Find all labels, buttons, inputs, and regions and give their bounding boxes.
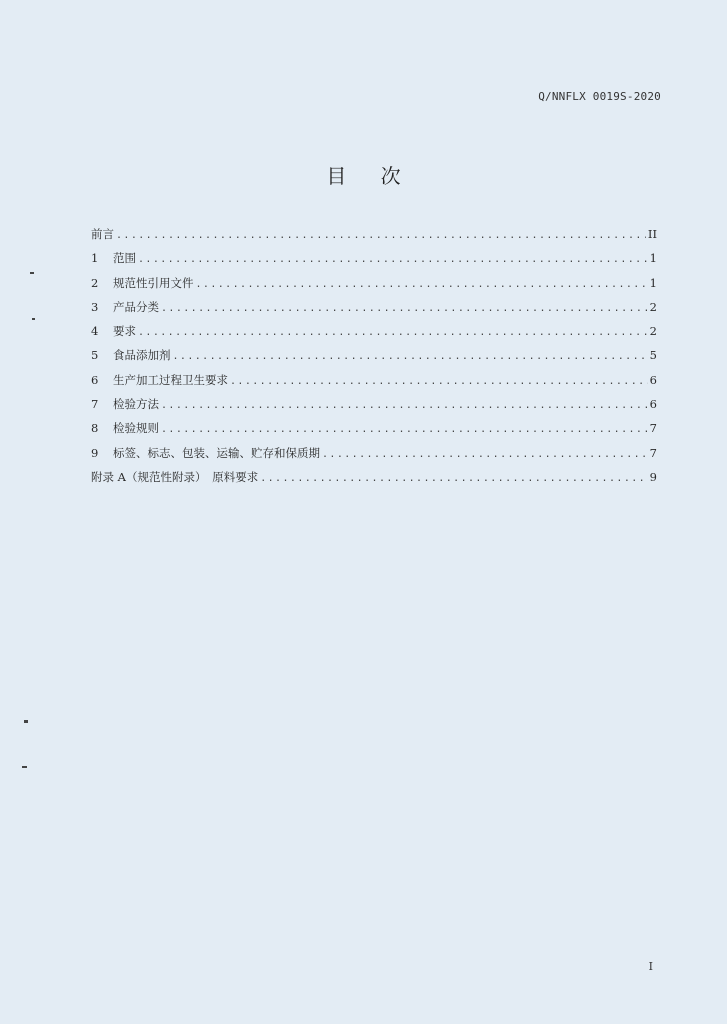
page-title: 目 次 [326, 164, 415, 188]
toc-leader-dots [138, 248, 648, 272]
toc-entry[interactable] [91, 392, 657, 416]
toc-entry-number: 8 [91, 421, 99, 436]
toc-leader-dots [260, 467, 647, 491]
toc-leader-dots [161, 418, 648, 442]
toc-entry-page: 6 [649, 397, 657, 412]
toc-leader-dots [116, 224, 646, 248]
toc-entry-label: 规范性引用文件 [113, 275, 194, 290]
table-of-contents [91, 222, 657, 489]
toc-entry-label: 要求 [113, 324, 136, 339]
toc-entry-label: 附录 A（规范性附录） 原料要求 [91, 469, 259, 484]
toc-entry-label: 检验规则 [113, 421, 159, 436]
toc-entry-label: 标签、标志、包装、运输、贮存和保质期 [113, 445, 320, 460]
toc-entry[interactable] [91, 271, 657, 295]
toc-leader-dots [161, 297, 648, 321]
toc-entry-number: 5 [91, 348, 99, 363]
toc-entry[interactable] [91, 246, 657, 270]
scan-mark [22, 766, 27, 768]
toc-entry-number: 7 [91, 397, 99, 412]
toc-leader-dots [138, 321, 648, 345]
toc-entry[interactable] [91, 343, 657, 367]
toc-entry[interactable] [91, 222, 657, 246]
toc-entry-label: 食品添加剂 [113, 348, 171, 363]
toc-entry-label: 检验方法 [113, 397, 159, 412]
toc-entry[interactable] [91, 319, 657, 343]
toc-entry[interactable] [91, 295, 657, 319]
toc-entry-page: 2 [649, 299, 657, 314]
toc-entry-page: 2 [649, 324, 657, 339]
toc-entry-page: 5 [649, 348, 657, 363]
scan-mark [32, 318, 35, 320]
toc-entry-label: 产品分类 [113, 299, 159, 314]
toc-entry[interactable] [91, 465, 657, 489]
toc-entry-page: II [647, 227, 657, 241]
toc-entry-label: 范围 [113, 251, 136, 266]
toc-entry-page: 1 [649, 275, 657, 290]
toc-entry-number: 4 [91, 324, 99, 339]
toc-leader-dots [230, 370, 648, 394]
toc-entry[interactable] [91, 368, 657, 392]
toc-entry-label: 前言 [91, 227, 114, 241]
toc-entry-page: 6 [649, 372, 657, 387]
toc-leader-dots [173, 345, 648, 369]
toc-entry-page: 7 [649, 445, 657, 460]
toc-entry-number: 6 [91, 372, 99, 387]
toc-entry[interactable] [91, 416, 657, 440]
page-number: I [648, 960, 653, 973]
toc-leader-dots [161, 394, 648, 418]
toc-entry-number: 2 [91, 275, 99, 290]
toc-entry-number: 3 [91, 299, 99, 314]
toc-entry[interactable] [91, 441, 657, 465]
scan-mark [30, 272, 34, 274]
toc-entry-number: 9 [91, 445, 99, 460]
toc-entry-number: 1 [91, 251, 99, 266]
toc-entry-page: 1 [649, 251, 657, 266]
toc-leader-dots [322, 443, 648, 467]
document-code: Q/NNFLX 0019S-2020 [538, 90, 661, 103]
scan-mark [24, 720, 28, 723]
toc-leader-dots [196, 273, 648, 297]
toc-entry-page: 9 [649, 469, 657, 484]
toc-entry-label: 生产加工过程卫生要求 [113, 372, 228, 387]
toc-entry-page: 7 [649, 421, 657, 436]
